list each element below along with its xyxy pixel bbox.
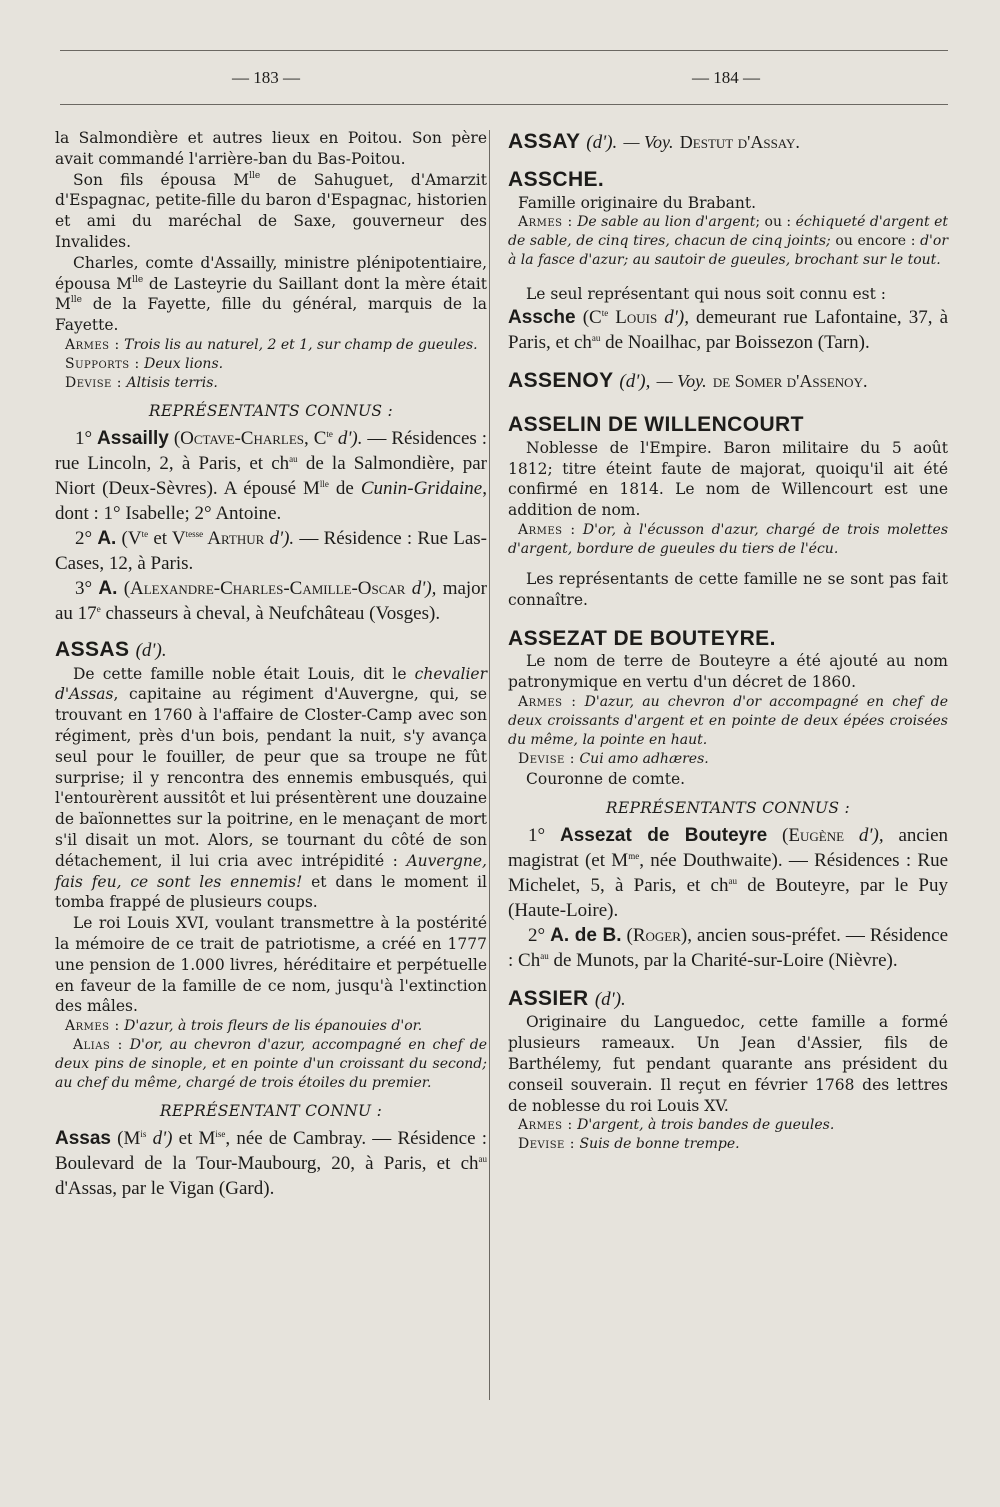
entry-heading-assay: ASSAY (d'). — Voy. Destut d'Assay. <box>508 130 800 153</box>
armes-line: Armes : Trois lis au naturel, 2 et 1, sur champ de gueules. <box>65 336 478 353</box>
alias-line: Alias : D'or, au chevron d'azur, accompagné en chef de deux pins de sinople, et en pointe d'un croissant du second; au chef du même, chargé de trois étoiles du premier. <box>55 1037 487 1092</box>
entry-heading-assas: ASSAS (d'). <box>55 637 167 661</box>
paragraph: Les représentants de cette famille ne se sont pas fait connaître. <box>508 569 948 609</box>
armes-line: Armes : D'azur, à trois fleurs de lis épanouies d'or. <box>65 1018 423 1035</box>
header-rule-top <box>60 50 948 51</box>
representative-heading: REPRÉSENTANT CONNU : <box>159 1102 383 1121</box>
devise-line: Devise : Altisis terris. <box>65 374 218 391</box>
paragraph: Originaire du Languedoc, cette famille a formé plusieurs rameaux. Un Jean d'Assier, fils de Barthélemy, fut pendant quarante ans président du conseil souverain. Il reçut en février 1768 des lettres de noblesse du roi Louis XV. <box>508 1013 948 1115</box>
representative-entry: 1° Assezat de Bouteyre (Eugène d'), ancien magistrat (et $M^{me}$, née Douthwaite). — Résidences : Rue Michelet, 5, à Paris, et $ch^{au}$ de Bouteyre, par le Puy (Haute-Loire). <box>508 824 949 921</box>
representatives-heading: REPRÉSENTANTS CONNUS : <box>605 798 851 817</box>
armes-line: Armes : D'argent, à trois bandes de gueules. <box>518 1117 835 1134</box>
representative-entry: Assas ($M^{is}$ d') et $M^{ise}$, née de Cambray. — Résidence : Boulevard de la Tour-Maubourg, 20, à Paris, et $ch^{au}$ d'Assas, par le Vigan (Gard). <box>55 1127 487 1199</box>
paragraph: Couronne de comte. <box>526 769 686 788</box>
entry-heading-assenoy: ASSENOY (d'), — Voy. de Somer d'Assenoy. <box>508 369 868 393</box>
representative-entry: 2° A. de B. (Roger), ancien sous-préfet. — Résidence : $Ch^{au}$ de Munots, par la Charité-sur-Loire (Nièvre). <box>508 924 949 971</box>
paragraph: Noblesse de l'Empire. Baron militaire du 5 août 1812; titre éteint faute de majorat, quoiqu'il ait été confirmé en 1814. Le nom de Willencourt est une addition de nom. <box>508 438 948 520</box>
header-rule-bottom <box>60 104 948 105</box>
entry-heading-assezat: ASSEZAT DE BOUTEYRE. <box>508 626 776 650</box>
representatives-heading: REPRÉSENTANTS CONNUS : <box>148 401 394 420</box>
representative-entry: 3° A. (Alexandre-Charles-Camille-Oscar d'), major au 17e chasseurs à cheval, à Neufchâteau (Vosges). <box>55 577 488 624</box>
paragraph: Le roi Louis XVI, voulant transmettre à la postérité la mémoire de ce trait de patriotisme, a créé en 1777 une pension de 1.000 livres, héréditaire et perpétuelle en faveur de la famille de ce nom, jusqu'à l'extinction des mâles. <box>55 914 487 1016</box>
page-number-left: — 183 — <box>232 68 300 87</box>
devise-line: Devise : Cui amo adhæres. <box>518 750 709 767</box>
paragraph: la Salmondière et autres lieux en Poitou. Son père avait commandé l'arrière-ban du Bas-Poitou. <box>55 129 487 168</box>
entry-heading-asselin: ASSELIN DE WILLENCOURT <box>508 412 804 436</box>
representative-entry: 1° Assailly (Octave-Charles, $C^{te}$ d'). — Résidences : rue Lincoln, 2, à Paris, et $ch^{au}$ de la Salmondière, par Niort (Deux-Sèvres). A épousé $M^{lle}$ de Cunin-Gridaine, dont : 1° Isabelle; 2° Antoine. <box>55 427 488 524</box>
entry-heading-assier: ASSIER (d'). <box>508 986 626 1010</box>
left-column <box>55 128 487 1201</box>
supports-line: Supports : Deux lions. <box>65 355 224 372</box>
representative-entry: 2° A. ($V^{te}$ et $V^{tesse}$ Arthur d'). — Résidence : Rue Las-Cases, 12, à Paris. <box>55 527 487 574</box>
entry-heading-assche: ASSCHE. <box>508 167 605 191</box>
paragraph: De cette famille noble était Louis, dit le chevalier d'Assas, capitaine au régiment d'Auvergne, qui, se trouvant en 1760 à l'affaire de Closter-Camp avec son régiment, près d'un bois, pendant la nuit, s'y avança seul pour le fouiller, de peur que sa troupe ne fût surprise; il y rencontra des ennemis embusqués, qui l'entourèrent aussitôt et lui présentèrent une douzaine de baïonnettes sur la poitrine, en le menaçant de mort s'il disait un mot. Alors, se tournant du côté de son détachement, il lui cria avec intrépidité : Auvergne, fais feu, ce sont les ennemis! et dans le moment il tomba frappé de plusieurs coups. <box>55 664 487 912</box>
paragraph: Charles, comte d'Assailly, ministre plénipotentiaire, épousa $M^{lle}$ de Lasteyrie du Saillant dont la mère était $M^{lle}$ de la Fayette, fille du général, marquis de la Fayette. <box>55 253 487 335</box>
representative-entry: Assche ($C^{te}$ Louis d'), demeurant rue Lafontaine, 37, à Paris, et $ch^{au}$ de Noailhac, par Boissezon (Tarn). <box>508 307 948 354</box>
armes-line: Armes : D'azur, au chevron d'or accompagné en chef de deux croissants d'argent et en pointe de deux épées croisées du même, la pointe en haut. <box>508 693 948 748</box>
armes-line: Armes : De sable au lion d'argent; ou : échiqueté d'argent et de sable, de cinq tires, chacun de cinq joints; ou encore : d'or à la fasce d'azur; au sautoir de gueules, brochant sur le tout. <box>508 214 949 269</box>
devise-line: Devise : Suis de bonne trempe. <box>518 1136 740 1153</box>
column-divider <box>489 130 490 1400</box>
page-number-right: — 184 — <box>692 68 760 87</box>
paragraph: Son fils épousa $M^{lle}$ de Sahuguet, d'Amarzit d'Espagnac, petite-fille du baron d'Espagnac, historien et ami du maréchal de Saxe, gouverneur des Invalides. <box>55 170 487 251</box>
paragraph: Le nom de terre de Bouteyre a été ajouté au nom patronymique en vertu d'un décret de 1860. <box>508 652 948 692</box>
paragraph: Famille originaire du Brabant. <box>518 193 757 212</box>
armes-line: Armes : D'or, à l'écusson d'azur, chargé de trois molettes d'argent, bordure de gueules du tiers de l'écu. <box>508 521 949 557</box>
paragraph: Le seul représentant qui nous soit connu est : <box>526 285 886 304</box>
right-column <box>508 128 948 1154</box>
